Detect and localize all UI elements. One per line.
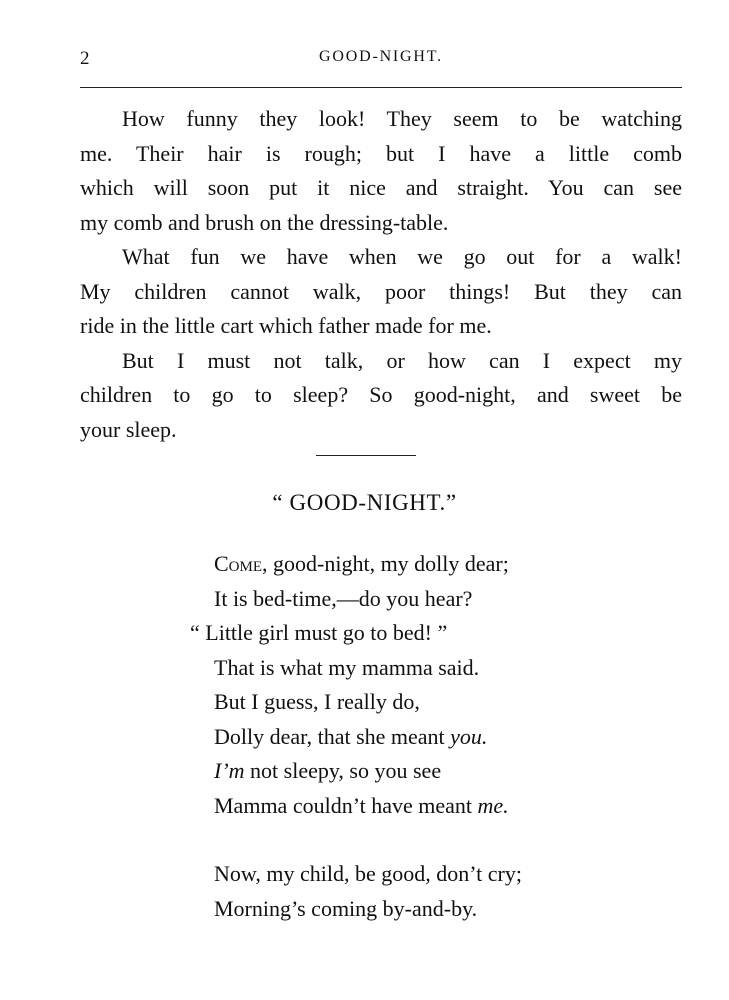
stanza-break <box>190 823 610 857</box>
text-line: children to go to sleep? So good-night, and sweet be <box>80 382 682 407</box>
poem-line-text: Dolly dear, that she meant <box>214 723 451 749</box>
emphasis: you. <box>450 723 488 749</box>
poem-line <box>190 547 610 582</box>
poem-line <box>190 754 610 789</box>
poem <box>190 547 610 926</box>
paragraph-1 <box>80 102 682 240</box>
prose-body <box>80 102 682 447</box>
poem-line-text: Mamma couldn’t have meant <box>214 792 478 818</box>
running-title: GOOD-NIGHT. <box>319 48 443 65</box>
text-line: your sleep. <box>80 416 177 442</box>
poem-line: Morning’s coming by-and-by. <box>214 895 478 921</box>
poem-title: “ GOOD-NIGHT.” <box>272 490 457 515</box>
text-line: What fun we have when we go out for a walk! <box>122 244 682 269</box>
text-line: which will soon put it nice and straight. You can see <box>80 175 682 200</box>
emphasis: me. <box>477 792 509 818</box>
poem-line <box>190 789 610 824</box>
poem-line: But I guess, I really do, <box>214 689 420 714</box>
text-line: How funny they look! They seem to be watching <box>122 106 682 131</box>
poem-line: That is what my mamma said. <box>214 654 480 680</box>
paragraph-3 <box>80 344 682 448</box>
poem-line: It is bed-time,—do you hear? <box>214 585 473 611</box>
text-line: my comb and brush on the dressing-table. <box>80 209 449 235</box>
poem-line: Now, my child, be good, don’t cry; <box>214 861 522 886</box>
text-line: My children cannot walk, poor things! But they can <box>80 278 682 304</box>
poem-line-text: not sleepy, so you see <box>244 758 442 783</box>
poem-line: “ Little girl must go to bed! ” <box>190 620 448 645</box>
header-rule <box>80 87 682 88</box>
drop-word: Come <box>214 551 263 576</box>
emphasis: I’m <box>214 758 245 783</box>
paragraph-2 <box>80 240 682 344</box>
poem-line <box>190 720 610 755</box>
page-number: 2 <box>80 48 90 69</box>
text-line: But I must not talk, or how can I expect my <box>122 347 682 373</box>
poem-line-text: , good-night, my dolly dear; <box>262 551 509 576</box>
section-divider <box>316 455 416 456</box>
text-line: me. Their hair is rough; but I have a little comb <box>80 140 682 166</box>
text-line: ride in the little cart which father made for me. <box>80 313 492 338</box>
running-head <box>80 48 682 72</box>
